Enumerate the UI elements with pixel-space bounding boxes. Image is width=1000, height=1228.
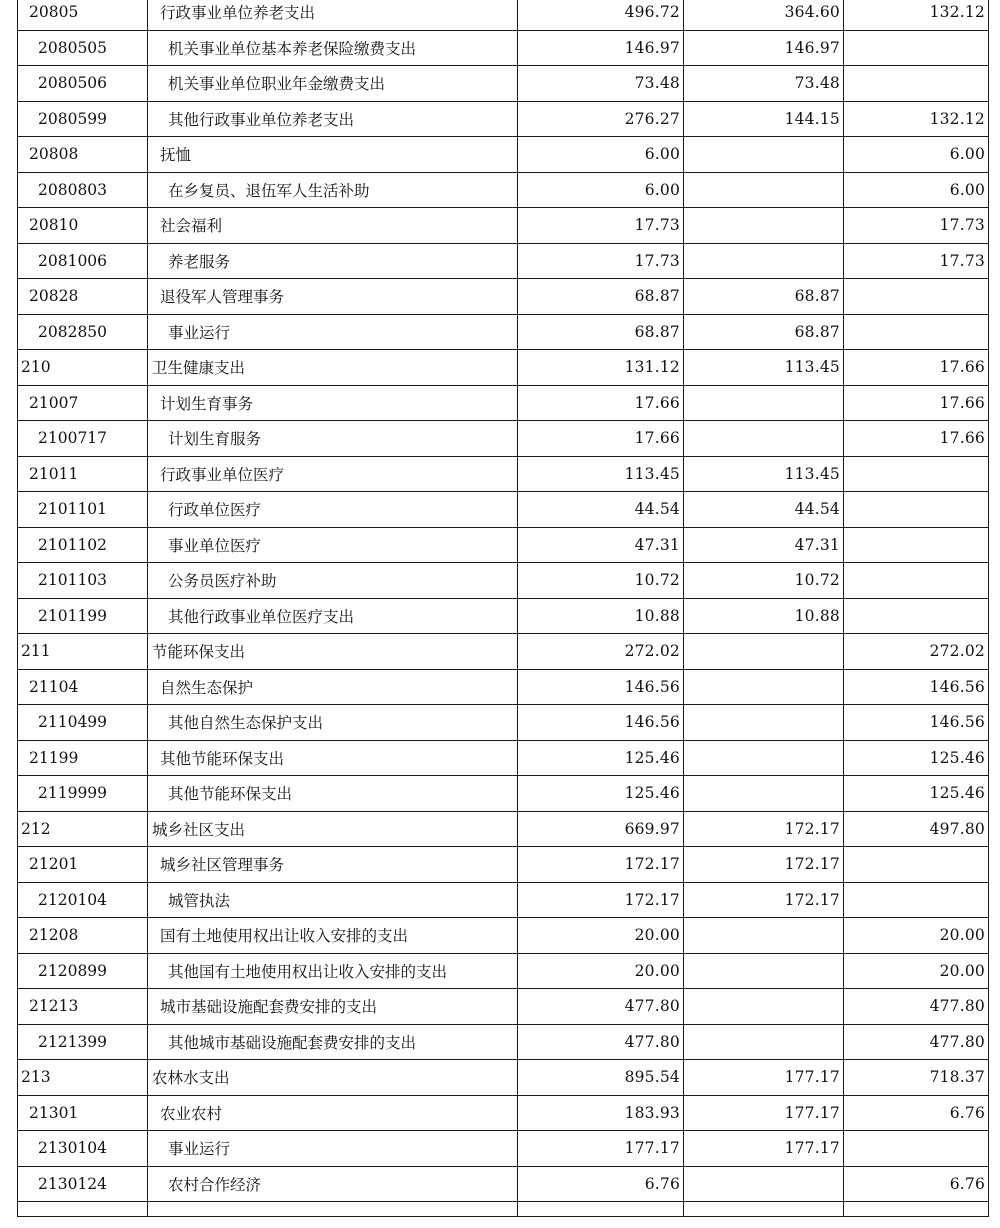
basic-expenditure-cell: 73.48 (684, 66, 844, 102)
account-code-cell: 2121399 (18, 1024, 148, 1060)
account-name-cell: 城市基础设施配套费安排的支出 (148, 989, 518, 1025)
account-code-cell: 20805 (18, 0, 148, 30)
table-row (18, 811, 989, 847)
table-row (18, 598, 989, 634)
account-code-cell: 21007 (18, 385, 148, 421)
account-code-cell: 20828 (18, 279, 148, 315)
account-code-cell: 2130104 (18, 1131, 148, 1167)
basic-expenditure-cell (684, 953, 844, 989)
total-amount-cell: 131.12 (518, 350, 684, 386)
table-row (18, 421, 989, 457)
account-name-cell: 计划生育事务 (148, 385, 518, 421)
project-expenditure-cell: 477.80 (844, 989, 989, 1025)
basic-expenditure-cell: 144.15 (684, 101, 844, 137)
total-amount-cell: 17.73 (518, 208, 684, 244)
account-code-cell: 20808 (18, 137, 148, 173)
total-amount-cell: 6.00 (518, 172, 684, 208)
account-code-cell: 2080506 (18, 66, 148, 102)
basic-expenditure-cell: 177.17 (684, 1131, 844, 1167)
project-expenditure-cell (844, 66, 989, 102)
project-expenditure-cell (844, 492, 989, 528)
account-name-cell: 事业运行 (148, 314, 518, 350)
account-name-cell: 事业单位医疗 (148, 527, 518, 563)
account-name-cell: 农林水支出 (148, 1060, 518, 1096)
account-code-cell: 2080505 (18, 30, 148, 66)
table-row (18, 385, 989, 421)
total-amount-cell: 17.66 (518, 385, 684, 421)
project-expenditure-cell (844, 456, 989, 492)
total-amount-cell: 276.27 (518, 101, 684, 137)
basic-expenditure-cell: 10.88 (684, 598, 844, 634)
total-amount-cell: 47.31 (518, 527, 684, 563)
account-code-cell: 2130124 (18, 1166, 148, 1202)
project-expenditure-cell: 6.00 (844, 137, 989, 173)
basic-expenditure-cell (684, 705, 844, 741)
account-code-cell: 2119999 (18, 776, 148, 812)
project-expenditure-cell (844, 279, 989, 315)
empty-cell (18, 1202, 148, 1217)
account-code-cell: 2101103 (18, 563, 148, 599)
account-name-cell: 退役军人管理事务 (148, 279, 518, 315)
total-amount-cell: 177.17 (518, 1131, 684, 1167)
project-expenditure-cell: 718.37 (844, 1060, 989, 1096)
table-row (18, 776, 989, 812)
project-expenditure-cell: 6.00 (844, 172, 989, 208)
basic-expenditure-cell (684, 1024, 844, 1060)
account-name-cell: 其他节能环保支出 (148, 776, 518, 812)
table-row (18, 918, 989, 954)
account-name-cell: 行政事业单位医疗 (148, 456, 518, 492)
table-row (18, 989, 989, 1025)
account-name-cell: 城乡社区管理事务 (148, 847, 518, 883)
account-code-cell: 2081006 (18, 243, 148, 279)
total-amount-cell: 10.72 (518, 563, 684, 599)
project-expenditure-cell (844, 563, 989, 599)
project-expenditure-cell: 6.76 (844, 1095, 989, 1131)
table-row (18, 30, 989, 66)
total-amount-cell: 17.73 (518, 243, 684, 279)
basic-expenditure-cell: 113.45 (684, 350, 844, 386)
account-code-cell: 21201 (18, 847, 148, 883)
basic-expenditure-cell (684, 634, 844, 670)
total-amount-cell: 172.17 (518, 847, 684, 883)
total-amount-cell: 6.00 (518, 137, 684, 173)
total-amount-cell: 895.54 (518, 1060, 684, 1096)
total-amount-cell: 146.56 (518, 669, 684, 705)
basic-expenditure-cell (684, 1166, 844, 1202)
total-amount-cell: 20.00 (518, 918, 684, 954)
table-row (18, 705, 989, 741)
basic-expenditure-cell (684, 740, 844, 776)
account-name-cell: 城乡社区支出 (148, 811, 518, 847)
account-code-cell: 210 (18, 350, 148, 386)
total-amount-cell: 17.66 (518, 421, 684, 457)
account-name-cell: 事业运行 (148, 1131, 518, 1167)
basic-expenditure-cell (684, 172, 844, 208)
account-name-cell: 社会福利 (148, 208, 518, 244)
account-name-cell: 机关事业单位职业年金缴费支出 (148, 66, 518, 102)
account-name-cell: 抚恤 (148, 137, 518, 173)
table-row (18, 66, 989, 102)
account-name-cell: 其他节能环保支出 (148, 740, 518, 776)
table-row (18, 847, 989, 883)
basic-expenditure-cell (684, 918, 844, 954)
total-amount-cell: 68.87 (518, 279, 684, 315)
project-expenditure-cell: 132.12 (844, 0, 989, 30)
account-name-cell: 其他自然生态保护支出 (148, 705, 518, 741)
account-code-cell: 2110499 (18, 705, 148, 741)
basic-expenditure-cell (684, 989, 844, 1025)
project-expenditure-cell: 125.46 (844, 776, 989, 812)
total-amount-cell: 125.46 (518, 776, 684, 812)
table-row (18, 172, 989, 208)
account-name-cell: 在乡复员、退伍军人生活补助 (148, 172, 518, 208)
basic-expenditure-cell: 10.72 (684, 563, 844, 599)
account-name-cell: 养老服务 (148, 243, 518, 279)
total-amount-cell: 68.87 (518, 314, 684, 350)
account-code-cell: 213 (18, 1060, 148, 1096)
account-name-cell: 卫生健康支出 (148, 350, 518, 386)
basic-expenditure-cell (684, 669, 844, 705)
table-row (18, 208, 989, 244)
table-row (18, 1131, 989, 1167)
account-name-cell: 农村合作经济 (148, 1166, 518, 1202)
project-expenditure-cell (844, 882, 989, 918)
empty-cell (148, 1202, 518, 1217)
account-name-cell: 行政事业单位养老支出 (148, 0, 518, 30)
basic-expenditure-cell (684, 208, 844, 244)
project-expenditure-cell (844, 527, 989, 563)
basic-expenditure-cell: 177.17 (684, 1060, 844, 1096)
table-row (18, 634, 989, 670)
table-row (18, 527, 989, 563)
basic-expenditure-cell: 364.60 (684, 0, 844, 30)
project-expenditure-cell: 17.66 (844, 385, 989, 421)
table-row (18, 1166, 989, 1202)
project-expenditure-cell (844, 1131, 989, 1167)
table-body (18, 0, 989, 1217)
project-expenditure-cell (844, 30, 989, 66)
total-amount-cell: 477.80 (518, 1024, 684, 1060)
account-name-cell: 机关事业单位基本养老保险缴费支出 (148, 30, 518, 66)
account-name-cell: 公务员医疗补助 (148, 563, 518, 599)
basic-expenditure-cell: 177.17 (684, 1095, 844, 1131)
account-code-cell: 2080599 (18, 101, 148, 137)
budget-expenditure-table-container (17, 0, 988, 1217)
basic-expenditure-cell (684, 137, 844, 173)
empty-cell (684, 1202, 844, 1217)
total-amount-cell: 73.48 (518, 66, 684, 102)
project-expenditure-cell: 17.73 (844, 208, 989, 244)
basic-expenditure-cell (684, 421, 844, 457)
total-amount-cell: 172.17 (518, 882, 684, 918)
basic-expenditure-cell: 172.17 (684, 882, 844, 918)
total-amount-cell: 125.46 (518, 740, 684, 776)
table-row (18, 953, 989, 989)
total-amount-cell: 477.80 (518, 989, 684, 1025)
account-name-cell: 节能环保支出 (148, 634, 518, 670)
account-code-cell: 20810 (18, 208, 148, 244)
table-row (18, 314, 989, 350)
account-name-cell: 其他城市基础设施配套费安排的支出 (148, 1024, 518, 1060)
basic-expenditure-cell (684, 776, 844, 812)
account-code-cell: 21208 (18, 918, 148, 954)
account-code-cell: 21104 (18, 669, 148, 705)
project-expenditure-cell: 20.00 (844, 953, 989, 989)
project-expenditure-cell: 132.12 (844, 101, 989, 137)
account-code-cell: 2100717 (18, 421, 148, 457)
table-row (18, 1024, 989, 1060)
project-expenditure-cell (844, 314, 989, 350)
total-amount-cell: 146.97 (518, 30, 684, 66)
project-expenditure-cell: 146.56 (844, 669, 989, 705)
account-code-cell: 21301 (18, 1095, 148, 1131)
account-name-cell: 行政单位医疗 (148, 492, 518, 528)
total-amount-cell: 10.88 (518, 598, 684, 634)
table-row (18, 456, 989, 492)
basic-expenditure-cell: 68.87 (684, 279, 844, 315)
account-name-cell: 其他行政事业单位医疗支出 (148, 598, 518, 634)
total-amount-cell: 496.72 (518, 0, 684, 30)
account-code-cell: 21011 (18, 456, 148, 492)
account-code-cell: 21199 (18, 740, 148, 776)
project-expenditure-cell: 17.66 (844, 421, 989, 457)
account-name-cell: 国有土地使用权出让收入安排的支出 (148, 918, 518, 954)
basic-expenditure-cell (684, 243, 844, 279)
total-amount-cell: 669.97 (518, 811, 684, 847)
basic-expenditure-cell: 172.17 (684, 811, 844, 847)
account-name-cell: 农业农村 (148, 1095, 518, 1131)
account-name-cell: 其他行政事业单位养老支出 (148, 101, 518, 137)
account-code-cell: 2101102 (18, 527, 148, 563)
account-code-cell: 2101101 (18, 492, 148, 528)
account-code-cell: 211 (18, 634, 148, 670)
account-code-cell: 2120104 (18, 882, 148, 918)
table-row (18, 882, 989, 918)
table-row (18, 1060, 989, 1096)
project-expenditure-cell: 17.73 (844, 243, 989, 279)
account-code-cell: 2082850 (18, 314, 148, 350)
total-amount-cell: 183.93 (518, 1095, 684, 1131)
project-expenditure-cell: 20.00 (844, 918, 989, 954)
project-expenditure-cell (844, 847, 989, 883)
project-expenditure-cell: 497.80 (844, 811, 989, 847)
project-expenditure-cell: 477.80 (844, 1024, 989, 1060)
table-row (18, 137, 989, 173)
project-expenditure-cell: 17.66 (844, 350, 989, 386)
project-expenditure-cell: 125.46 (844, 740, 989, 776)
table-row-partial (18, 1202, 989, 1217)
account-name-cell: 自然生态保护 (148, 669, 518, 705)
account-code-cell: 2120899 (18, 953, 148, 989)
total-amount-cell: 272.02 (518, 634, 684, 670)
table-row (18, 350, 989, 386)
table-row (18, 1095, 989, 1131)
empty-cell (844, 1202, 989, 1217)
total-amount-cell: 6.76 (518, 1166, 684, 1202)
total-amount-cell: 113.45 (518, 456, 684, 492)
table-row (18, 101, 989, 137)
empty-cell (518, 1202, 684, 1217)
budget-expenditure-table (17, 0, 989, 1217)
basic-expenditure-cell: 146.97 (684, 30, 844, 66)
account-code-cell: 212 (18, 811, 148, 847)
basic-expenditure-cell: 47.31 (684, 527, 844, 563)
basic-expenditure-cell (684, 385, 844, 421)
table-row (18, 243, 989, 279)
project-expenditure-cell: 6.76 (844, 1166, 989, 1202)
table-row (18, 492, 989, 528)
total-amount-cell: 44.54 (518, 492, 684, 528)
account-name-cell: 其他国有土地使用权出让收入安排的支出 (148, 953, 518, 989)
project-expenditure-cell (844, 598, 989, 634)
basic-expenditure-cell: 68.87 (684, 314, 844, 350)
total-amount-cell: 20.00 (518, 953, 684, 989)
account-name-cell: 计划生育服务 (148, 421, 518, 457)
basic-expenditure-cell: 113.45 (684, 456, 844, 492)
account-name-cell: 城管执法 (148, 882, 518, 918)
basic-expenditure-cell: 172.17 (684, 847, 844, 883)
basic-expenditure-cell: 44.54 (684, 492, 844, 528)
project-expenditure-cell: 272.02 (844, 634, 989, 670)
total-amount-cell: 146.56 (518, 705, 684, 741)
account-code-cell: 21213 (18, 989, 148, 1025)
table-row (18, 740, 989, 776)
table-row (18, 669, 989, 705)
account-code-cell: 2080803 (18, 172, 148, 208)
table-row (18, 279, 989, 315)
account-code-cell: 2101199 (18, 598, 148, 634)
table-row (18, 0, 989, 30)
project-expenditure-cell: 146.56 (844, 705, 989, 741)
table-row (18, 563, 989, 599)
